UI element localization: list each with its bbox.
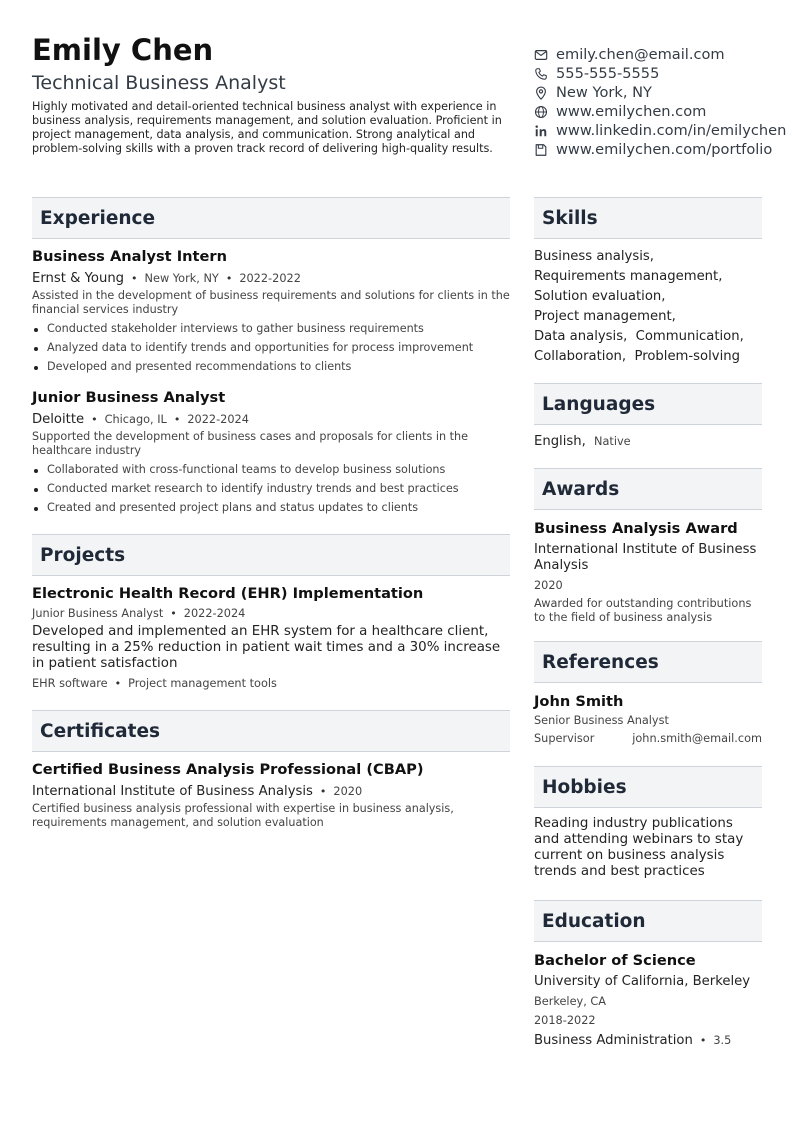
profile-summary: Highly motivated and detail-oriented technical business analyst with experience in business analysis, requirements management, and solution evaluation. Proficient in project management, data analysis, and communication. Strong analytical and problem-solving skills with a proven track record of delivering high-quality results.: [32, 100, 502, 155]
award-year: 2020: [534, 579, 563, 592]
phone-icon: [534, 67, 548, 81]
skills-heading: Skills: [534, 197, 762, 239]
experience-dates: 2022-2024: [187, 413, 249, 426]
contact-location: [534, 83, 794, 102]
experience-dates: 2022-2022: [239, 272, 301, 285]
skill-tag: Problem-solving: [634, 349, 740, 364]
company-name: Ernst & Young: [32, 271, 125, 286]
reference-entry: [534, 693, 762, 746]
education-location: Berkeley, CA: [534, 995, 607, 1008]
skill-tag: Data analysis,: [534, 329, 628, 344]
language-name: English,: [534, 434, 586, 449]
language-entry: [534, 432, 762, 452]
skill-tag: Business analysis,: [534, 249, 654, 264]
references-heading: References: [534, 641, 762, 683]
project-description: Developed and implemented an EHR system for a healthcare client, resulting in a 25% reduction in patient wait times and a 30% increase in patient satisfaction: [32, 624, 501, 671]
hobbies-text: Reading industry publications and attending webinars to stay current on business analysis trends and best practices: [534, 816, 744, 879]
project-role: Junior Business Analyst: [32, 607, 164, 620]
bullet-item: Conducted stakeholder interviews to gather business requirements: [32, 319, 510, 338]
phone-text: 555-555-5555: [556, 65, 660, 82]
award-entry: [534, 520, 762, 625]
education-major: Business Administration: [534, 1033, 693, 1048]
separator-dot: •: [170, 607, 177, 620]
education-dates: 2018-2022: [534, 1014, 596, 1027]
main-column: [32, 197, 510, 830]
map-pin-icon: [534, 86, 548, 100]
contact-website[interactable]: [534, 102, 794, 121]
contact-linkedin[interactable]: [534, 121, 794, 140]
education-school: University of California, Berkeley: [534, 974, 751, 989]
experience-summary: Assisted in the development of business requirements and solutions for clients in the financial services industry: [32, 289, 510, 316]
contact-email[interactable]: [534, 45, 794, 64]
separator-dot: •: [114, 677, 122, 690]
experience-entry: [32, 248, 510, 376]
certificate-year: 2020: [333, 785, 363, 798]
bullet-item: Created and presented project plans and status updates to clients: [32, 498, 510, 517]
email-text: emily.chen@email.com: [556, 46, 725, 63]
project-title: Electronic Health Record (EHR) Implementation: [32, 585, 424, 602]
education-heading: Education: [534, 900, 762, 942]
skill-tag: Communication,: [635, 329, 744, 344]
certificate-title: Certified Business Analysis Professional (CBAP): [32, 761, 424, 778]
tool-tag: EHR software: [32, 677, 108, 690]
separator-dot: •: [173, 413, 181, 426]
mail-icon: [534, 48, 548, 62]
separator-dot: •: [225, 272, 233, 285]
job-title: Technical Business Analyst: [32, 72, 286, 94]
separator-dot: •: [91, 413, 98, 426]
contact-list: [534, 45, 794, 159]
project-dates: 2022-2024: [183, 607, 246, 620]
reference-title: Senior Business Analyst: [534, 714, 669, 727]
candidate-name: Emily Chen: [32, 33, 214, 67]
project-meta: [32, 605, 510, 622]
bullet-item: Analyzed data to identify trends and opportunities for process improvement: [32, 338, 510, 357]
separator-dot: •: [699, 1034, 707, 1047]
contact-phone[interactable]: [534, 64, 794, 83]
certificates-heading: Certificates: [32, 710, 510, 752]
portfolio-icon: [534, 143, 548, 157]
company-location: Chicago, IL: [104, 413, 167, 426]
experience-meta: [32, 270, 510, 287]
side-column: [534, 197, 762, 1049]
experience-entry: [32, 389, 510, 517]
languages-heading: Languages: [534, 383, 762, 425]
company-location: New York, NY: [144, 272, 219, 285]
hobbies-heading: Hobbies: [534, 766, 762, 808]
globe-icon: [534, 105, 548, 119]
skills-list: [534, 247, 762, 367]
bullet-item: Developed and presented recommendations to clients: [32, 357, 510, 376]
experience-bullets: [32, 460, 510, 517]
website-text: www.emilychen.com: [556, 103, 707, 120]
certificate-description: Certified business analysis professional with expertise in business analysis, requirements management, and solution evaluation: [32, 802, 454, 829]
skill-tag: Project management,: [534, 309, 676, 324]
company-name: Deloitte: [32, 412, 85, 427]
tool-tag: Project management tools: [128, 677, 277, 690]
experience-bullets: [32, 319, 510, 376]
skill-tag: Solution evaluation,: [534, 289, 666, 304]
reference-relation: Supervisor: [534, 732, 595, 745]
bullet-item: Conducted market research to identify industry trends and best practices: [32, 479, 510, 498]
award-description: Awarded for outstanding contributions to the field of business analysis: [534, 597, 752, 624]
separator-dot: •: [131, 272, 138, 285]
skill-tag: Requirements management,: [534, 269, 723, 284]
linkedin-icon: [534, 124, 548, 138]
education-gpa: 3.5: [713, 1034, 732, 1047]
project-tools: [32, 675, 510, 692]
education-degree: Bachelor of Science: [534, 952, 696, 969]
experience-title: Junior Business Analyst: [32, 389, 226, 406]
resume-header: [32, 32, 512, 156]
awards-heading: Awards: [534, 468, 762, 510]
reference-contact-row: [534, 732, 762, 746]
award-title: Business Analysis Award: [534, 520, 738, 537]
separator-dot: •: [319, 785, 327, 798]
contact-portfolio[interactable]: [534, 140, 794, 159]
award-issuer: International Institute of Business Analysis: [534, 542, 757, 573]
bullet-item: Collaborated with cross-functional teams to develop business solutions: [32, 460, 510, 479]
experience-title: Business Analyst Intern: [32, 248, 228, 265]
certificate-entry: [32, 761, 510, 830]
project-entry: [32, 585, 510, 692]
certificate-meta: [32, 783, 510, 800]
experience-summary: Supported the development of business cases and proposals for clients in the healthcare industry: [32, 430, 468, 457]
projects-heading: Projects: [32, 534, 510, 576]
linkedin-text: www.linkedin.com/in/emilychen: [556, 122, 787, 139]
reference-name: John Smith: [534, 693, 624, 710]
experience-heading: Experience: [32, 197, 510, 239]
language-level: Native: [594, 435, 631, 448]
reference-email[interactable]: john.smith@email.com: [632, 732, 762, 745]
skill-tag: Collaboration,: [534, 349, 627, 364]
education-entry: [534, 952, 762, 1049]
certificate-issuer: International Institute of Business Analysis: [32, 784, 313, 799]
education-major-row: [534, 1032, 762, 1049]
experience-meta: [32, 411, 510, 428]
portfolio-text: www.emilychen.com/portfolio: [556, 141, 773, 158]
location-text: New York, NY: [556, 84, 652, 101]
